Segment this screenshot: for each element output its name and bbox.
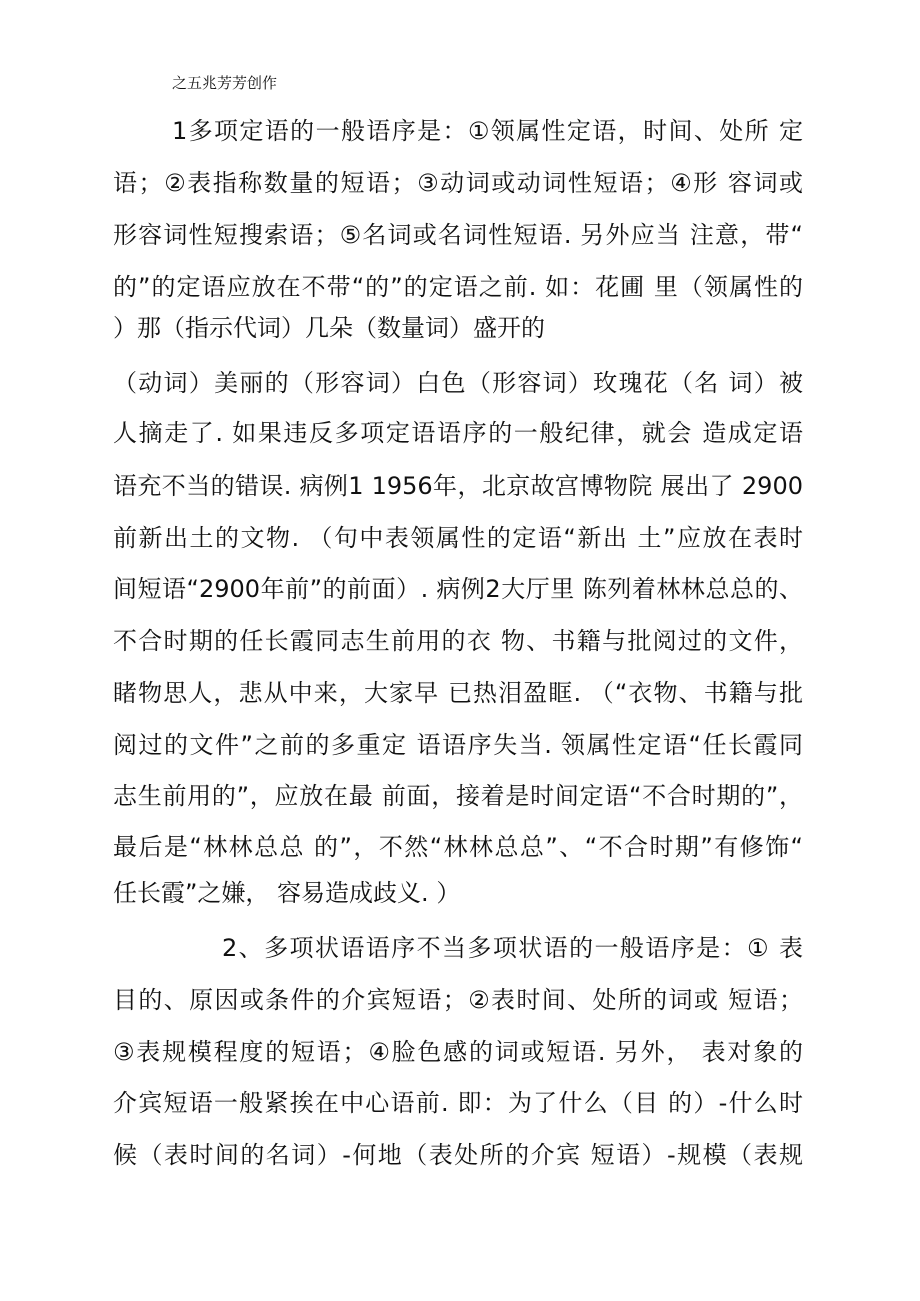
text-line: 介宾短语一般紧挨在中心语前. 即：为了什么（目 的）-什么时 bbox=[113, 1089, 803, 1117]
text-line: 志生前用的”，应放在最 前面，接着是时间定语“不合时期的”， bbox=[113, 782, 803, 810]
text-line: 2、多项状语语序不当多项状语的一般语序是：① 表 bbox=[222, 934, 803, 962]
text-line: 人摘走了. 如果违反多项定语语序的一般纪律，就会 造成定语 bbox=[113, 419, 803, 447]
text-line: 阅过的文件”之前的多重定 语语序失当. 领属性定语“任长霞同 bbox=[113, 731, 803, 759]
text-line: （动词）美丽的（形容词）白色（形容词）玫瑰花（名 词）被 bbox=[113, 369, 803, 397]
text-line: 任长霞”之嫌， 容易造成歧义. ） bbox=[113, 879, 461, 907]
text-line: 睹物思人，悲从中来，大家早 已热泪盈眶. （“衣物、书籍与批 bbox=[113, 679, 803, 707]
text-line: 最后是“林林总总 的”，不然“林林总总”、“不合时期”有修饰“ bbox=[113, 833, 803, 861]
text-line: 候（表时间的名词）-何地（表处所的介宾 短语）-规模（表规 bbox=[113, 1141, 803, 1169]
text-line: 1多项定语的一般语序是：①领属性定语，时间、处所 定 bbox=[172, 117, 803, 145]
text-line: 不合时期的任长霞同志生前用的衣 物、书籍与批阅过的文件， bbox=[113, 627, 803, 655]
text-line: 前新出土的文物. （句中表领属性的定语“新出 土”应放在表时 bbox=[113, 524, 803, 552]
text-line: 形容词性短搜索语；⑤名词或名词性短语. 另外应当 注意，带“ bbox=[113, 221, 803, 249]
text-line: 间短语“2900年前”的前面）. 病例2大厅里 陈列着林林总总的、 bbox=[113, 575, 803, 603]
header-note: 之五兆芳芳创作 bbox=[172, 74, 278, 92]
text-line: ）那（指示代词）几朵（数量词）盛开的 bbox=[113, 314, 545, 342]
text-line: 目的、原因或条件的介宾短语；②表时间、处所的词或 短语； bbox=[113, 986, 803, 1014]
text-line: 语充不当的错误. 病例1 1956年，北京故宫博物院 展出了 2900 bbox=[113, 472, 803, 500]
text-line: 语；②表指称数量的短语；③动词或动词性短语；④形 容词或 bbox=[113, 169, 803, 197]
text-line: 的”的定语应放在不带“的”的定语之前. 如：花圃 里（领属性的 bbox=[113, 273, 803, 301]
text-line: ③表规模程度的短语；④脸色感的词或短语. 另外， 表对象的 bbox=[113, 1038, 803, 1066]
